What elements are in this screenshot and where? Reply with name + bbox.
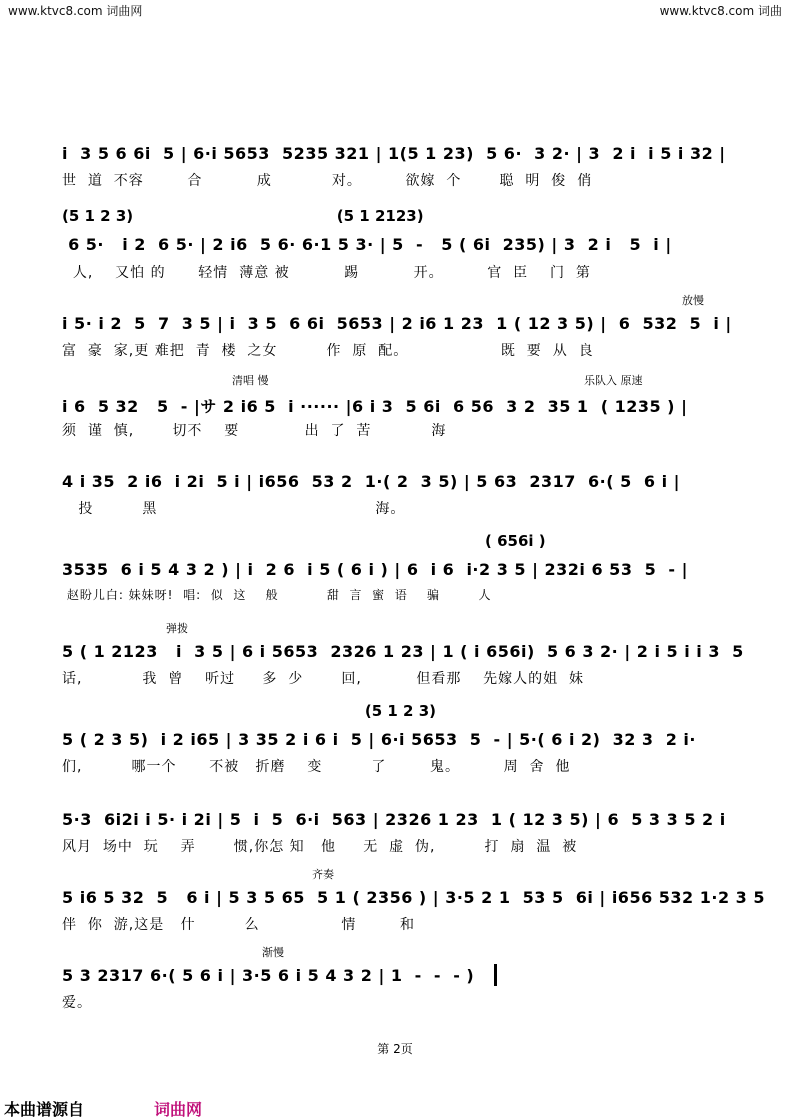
- notation-line: 5 i6 5 32 5 6 i | 5 3 5 65 5 1 ( 2356 ) | 3·5 2 1 53 5 6i | i656 532 1·2 3 5: [62, 888, 765, 907]
- footer-site-link[interactable]: 词曲网: [154, 1100, 203, 1119]
- bracketed-notes: ( 656i ): [62, 532, 546, 550]
- lyrics-line: 话, 我 曾 听过 多 少 回, 但看那 先嫁人的姐 妹: [62, 671, 585, 687]
- header-right-site: www.ktvc8.com 词曲: [659, 4, 782, 18]
- notation-line: 5·3 6i2i i 5· i 2i | 5 i 5 6·i 563 | 2326 1 23 1 ( 12 3 5) | 6 5 3 3 5 2 i: [62, 810, 726, 829]
- lyrics-line: 须 谨 慎, 切不 要 出 了 苦 海: [62, 423, 447, 439]
- page-number: 第 2页: [377, 1042, 413, 1056]
- notation-line: 5 ( 2 3 5) i 2 i65 | 3 35 2 i 6 i 5 | 6·i 5653 5 - | 5·( 6 i 2) 32 3 2 i·: [62, 730, 696, 749]
- tempo-annotation: 乐队入 原速: [584, 374, 643, 387]
- lyrics-line: 投 黑 海。: [62, 501, 406, 517]
- notation-line: 5 3 2317 6·( 5 6 i | 3·5 6 i 5 4 3 2 | 1 - - - ): [62, 966, 475, 985]
- header-left-site: www.ktvc8.com 词曲网: [8, 4, 143, 18]
- notation-line: i 3 5 6 6i 5 | 6·i 5653 5235 321 | 1(5 1 23) 5 6· 3 2· | 3 2 i i 5 i 32 |: [62, 144, 726, 163]
- notation-line: 5 ( 1 2123 i 3 5 | 6 i 5653 2326 1 23 | 1 ( i 656i) 5 6 3 2· | 2 i 5 i i 3 5: [62, 642, 744, 661]
- lyrics-line: 赵盼儿白: 妹妹呀! 唱: 似 这 般 甜 言 蜜 语 骗 人: [62, 588, 492, 602]
- final-barline: [494, 964, 497, 986]
- tempo-annotation: 齐奏: [312, 868, 334, 881]
- lyrics-line: 伴 你 游,这是 什 么 情 和: [62, 917, 416, 933]
- lyrics-line: 世 道 不容 合 成 对。 欲嫁 个 聪 明 俊 俏: [62, 173, 593, 189]
- lyrics-line: 们, 哪一个 不被 折磨 变 了 鬼。 周 舍 他: [62, 759, 571, 775]
- bracketed-notes: (5 1 2 3): [62, 702, 437, 720]
- notation-line: 6 5· i 2 6 5· | 2 i6 5 6· 6·1 5 3· | 5 - 5 ( 6i 235) | 3 2 i 5 i |: [62, 235, 672, 254]
- notation-line: 4 i 35 2 i6 i 2i 5 i | i656 53 2 1·( 2 3 5) | 5 63 2317 6·( 5 6 i |: [62, 472, 680, 491]
- lyrics-line: 爱。: [62, 995, 92, 1011]
- lyrics-line: 人, 又怕 的 轻情 薄意 被 踢 开。 官 臣 门 第: [62, 265, 591, 281]
- notation-line: 3535 6 i 5 4 3 2 ) | i 2 6 i 5 ( 6 i ) | 6 i 6 i·2 3 5 | 232i 6 53 5 - |: [62, 560, 688, 579]
- tempo-annotation: 放慢: [682, 294, 704, 307]
- tempo-annotation: 渐慢: [262, 946, 284, 959]
- tempo-annotation: 弹拨: [166, 622, 188, 635]
- notation-line: i 5· i 2 5 7 3 5 | i 3 5 6 6i 5653 | 2 i6 1 23 1 ( 12 3 5) | 6 532 5 i |: [62, 314, 732, 333]
- footer-source-label: 本曲谱源自: [4, 1100, 85, 1119]
- lyrics-line: 风月 场中 玩 弄 惯,你怎 知 他 无 虚 伪, 打 扇 温 被: [62, 839, 578, 855]
- lyrics-line: 富 豪 家,更 难把 青 楼 之女 作 原 配。 既 要 从 良: [62, 343, 594, 359]
- notation-line: i 6 5 32 5 - |サ 2 i6 5 i ······ |6 i 3 5 6i 6 56 3 2 35 1 ( 1235 ) |: [62, 397, 688, 416]
- tempo-annotation: 清唱 慢: [232, 374, 269, 387]
- bracketed-notes: (5 1 2 3) (5 1 2123): [62, 207, 424, 225]
